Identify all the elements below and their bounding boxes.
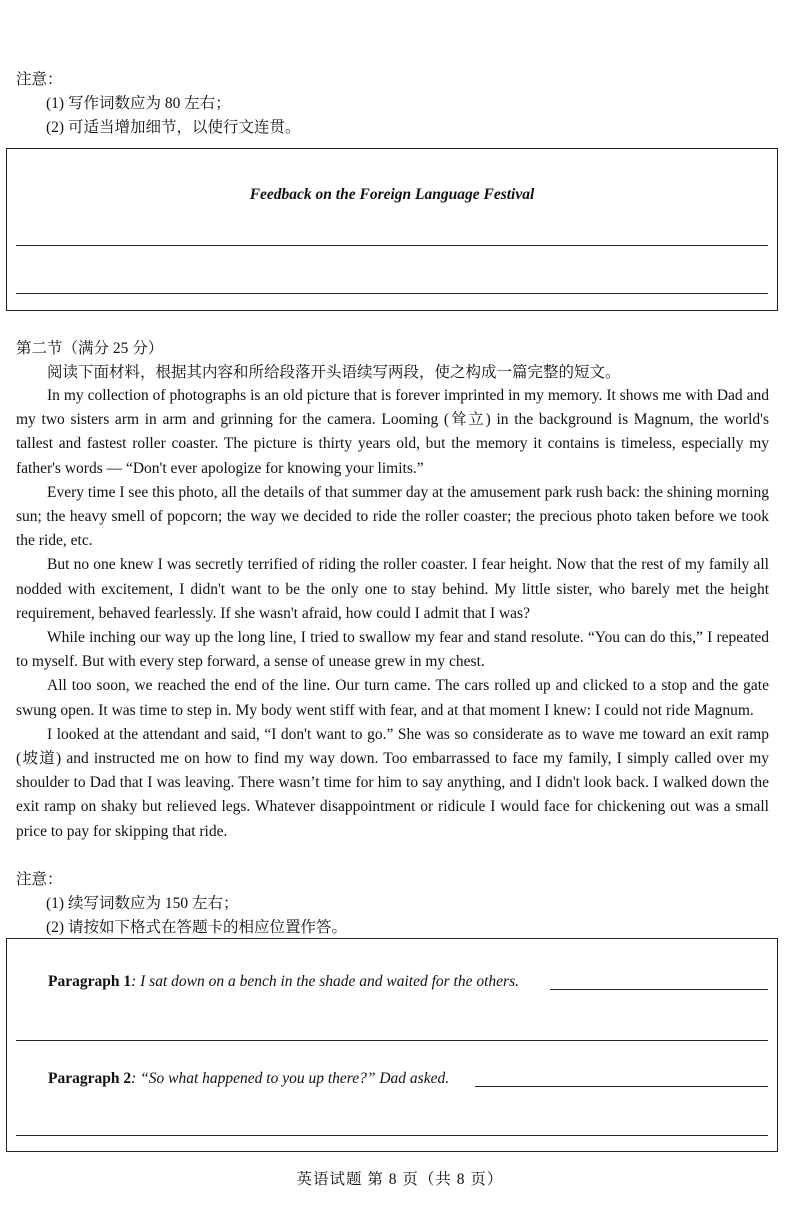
story-paragraph: In my collection of photographs is an old picture that is forever imprinted in my memory. It shows me with Dad and my two sisters arm in arm and grinning for the camera. Looming (耸立) in the background is Magnum, the world's tallest and fastest roller coaster. The picture is thirty years old, but the memory it contains is timeless, especially my father's words — “Don't ever apologize for knowing your limits.” (16, 387, 769, 477)
story-paragraph: But no one knew I was secretly terrified of riding the roller coaster. I fear height. Now that the rest of my family all nodded with excitement, I didn't want to be the only one to stay behind. My little sister, who barely met the height requirement, behaved fearlessly. If she wasn't afraid, how could I admit that I was? (16, 556, 769, 622)
writing-box (6, 148, 778, 311)
answer-box (6, 938, 778, 1152)
paragraph-1-prompt (48, 973, 519, 991)
story-paragraph: Every time I see this photo, all the details of that summer day at the amusement park rush back: the shining morning sun; the heavy smell of popcorn; the way we decided to ride the roller coaster; the precious photo taken before we took the ride, etc. (16, 483, 769, 550)
answer-line (550, 989, 768, 990)
notes-title: 注意： (16, 71, 63, 88)
story-paragraph: I looked at the attendant and said, “I don't want to go.” She was so considerate as to wave me toward an exit ramp (坡道) and instructed me on how to find my way down. Too embarrassed to face my family, I simply called over my shoulder to Dad that I was leaving. There wasn’t time for him to say anything, and I didn't look back. I walked down the exit ramp on shaky but relieved legs. Whatever disappointment or ridicule I would face for chickening out was a small price to pay for skipping that ride. (16, 725, 769, 840)
answer-line (16, 1040, 768, 1041)
paragraph-2-prompt (48, 1070, 449, 1088)
paragraph-2-label: Paragraph 2 (48, 1070, 132, 1087)
note-item-format: (2) 请按如下格式在答题卡的相应位置作答。 (46, 919, 347, 936)
page-footer: 英语试题 第 8 页（共 8 页） (296, 1171, 504, 1188)
answer-line (16, 293, 768, 294)
note-item-word-count: (1) 写作词数应为 80 左右； (46, 95, 231, 112)
story-passage (16, 384, 769, 844)
section-heading: 第二节（满分 25 分） (16, 340, 164, 357)
note-item-word-count: (1) 续写词数应为 150 左右； (46, 895, 239, 912)
paragraph-2-text: : “So what happened to you up there?” Dad asked. (131, 1070, 450, 1087)
writing-box-title: Feedback on the Foreign Language Festival (249, 186, 535, 203)
answer-line (16, 245, 768, 246)
section-instruction: 阅读下面材料，根据其内容和所给段落开头语续写两段，使之构成一篇完整的短文。 (47, 364, 621, 381)
story-paragraph: All too soon, we reached the end of the line. Our turn came. The cars rolled up and clicked to a stop and the gate swung open. It was time to step in. My body went stiff with fear, and at that moment I knew: I could not ride Magnum. (16, 677, 769, 719)
paragraph-1-text: : I sat down on a bench in the shade and waited for the others. (131, 973, 519, 990)
answer-line (475, 1086, 768, 1087)
paragraph-1-label: Paragraph 1 (48, 973, 132, 990)
notes-title: 注意： (16, 871, 63, 888)
story-paragraph: While inching our way up the long line, I tried to swallow my fear and stand resolute. “You can do this,” I repeated to myself. But with every step forward, a sense of unease grew in my chest. (16, 629, 769, 671)
answer-line (16, 1135, 768, 1136)
note-item-details: (2) 可适当增加细节，以使行文连贯。 (46, 119, 301, 136)
